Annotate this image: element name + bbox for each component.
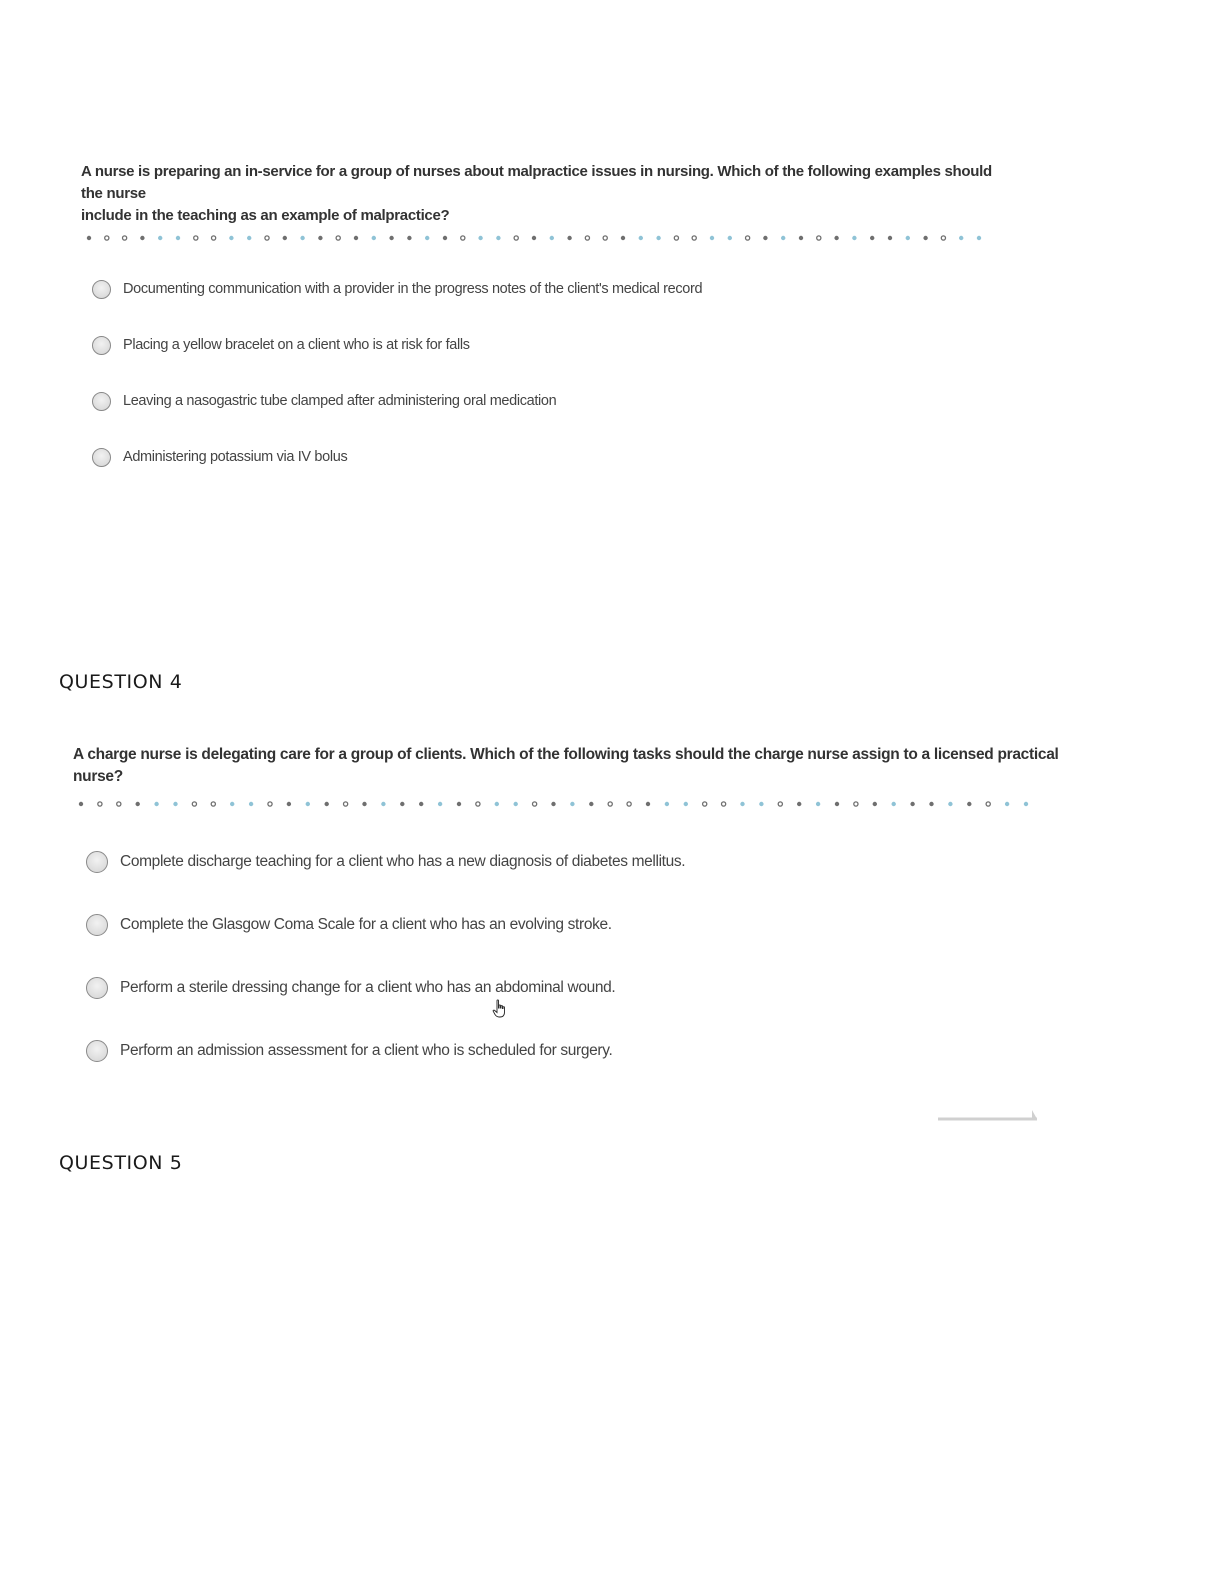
divider-dot xyxy=(684,802,688,806)
divider-dot xyxy=(154,802,158,806)
divider-dot xyxy=(799,236,803,240)
divider-dot xyxy=(443,236,447,240)
divider-dot xyxy=(781,236,785,240)
divider-dot xyxy=(585,236,589,240)
option-label: Leaving a nasogastric tube clamped after administering oral medication xyxy=(123,393,557,409)
divider-dot xyxy=(478,236,482,240)
divider-dot xyxy=(532,236,536,240)
divider-dot xyxy=(140,236,144,240)
divider-dot xyxy=(977,236,981,240)
divider-dot xyxy=(888,236,892,240)
divider-dot xyxy=(797,802,801,806)
question-5-heading: QUESTION 5 xyxy=(59,1152,183,1174)
question-4-heading: QUESTION 4 xyxy=(59,671,183,693)
divider-dot xyxy=(603,236,607,240)
divider-dot xyxy=(306,802,310,806)
divider-dot xyxy=(389,236,393,240)
divider-dot xyxy=(249,802,253,806)
divider-dot xyxy=(722,802,726,806)
divider-dot xyxy=(710,236,714,240)
divider-dot xyxy=(105,236,109,240)
divider-dot xyxy=(325,802,329,806)
divider-dot xyxy=(533,802,537,806)
divider-dot xyxy=(834,236,838,240)
option-label: Documenting communication with a provider in the progress notes of the client's medical record xyxy=(123,281,703,297)
divider-dot xyxy=(230,802,234,806)
divider-dot xyxy=(79,802,83,806)
option-label: Administering potassium via IV bolus xyxy=(123,449,348,465)
divider-dot xyxy=(550,236,554,240)
question-3-option-2[interactable] xyxy=(92,332,470,358)
divider-dot xyxy=(763,236,767,240)
question-4-option-1[interactable] xyxy=(86,849,685,875)
divider-dot xyxy=(98,802,102,806)
divider-dot xyxy=(646,802,650,806)
question-3-option-4[interactable] xyxy=(92,444,347,470)
divider-dot xyxy=(852,236,856,240)
divider-dot xyxy=(778,802,782,806)
divider-dot xyxy=(265,236,269,240)
divider-dot xyxy=(176,236,180,240)
divider-dot xyxy=(362,802,366,806)
divider-dot xyxy=(123,236,127,240)
question-3-prompt-line-2: include in the teaching as an example of malpractice? xyxy=(81,207,450,224)
question-3-option-3[interactable] xyxy=(92,388,556,414)
divider-dot xyxy=(551,802,555,806)
divider-dot xyxy=(746,236,750,240)
divider-dot xyxy=(817,236,821,240)
divider-dot xyxy=(268,802,272,806)
divider-dot xyxy=(287,802,291,806)
question-3-prompt-line-1: A nurse is preparing an in-service for a group of nurses about malpractice issues in nursing. Which of the following examples should the nurse xyxy=(81,163,992,202)
divider-dot xyxy=(514,236,518,240)
dotted-divider xyxy=(78,800,1042,808)
divider-dot xyxy=(318,236,322,240)
radio-button[interactable] xyxy=(92,280,111,299)
divider-dot xyxy=(892,802,896,806)
divider-dot xyxy=(194,236,198,240)
radio-button[interactable] xyxy=(86,851,108,873)
radio-button[interactable] xyxy=(92,392,111,411)
divider-dot xyxy=(1024,802,1028,806)
question-4-option-2[interactable] xyxy=(86,912,612,938)
divider-dot xyxy=(407,236,411,240)
divider-dot xyxy=(229,236,233,240)
divider-dot xyxy=(674,236,678,240)
divider-dot xyxy=(870,236,874,240)
divider-dot xyxy=(967,802,971,806)
divider-dot xyxy=(400,802,404,806)
divider-dot xyxy=(457,802,461,806)
divider-dot xyxy=(495,802,499,806)
divider-dot xyxy=(703,802,707,806)
option-label: Complete the Glasgow Coma Scale for a client who has an evolving stroke. xyxy=(120,916,612,933)
divider-dot xyxy=(461,236,465,240)
divider-dot xyxy=(639,236,643,240)
divider-dot xyxy=(986,802,990,806)
question-4-divider xyxy=(78,800,1042,808)
divider-dot xyxy=(247,236,251,240)
question-3-option-1[interactable] xyxy=(92,276,702,302)
option-label: Perform a sterile dressing change for a client who has an abdominal wound. xyxy=(120,979,616,996)
divider-dot xyxy=(173,802,177,806)
divider-dot xyxy=(906,236,910,240)
divider-dot xyxy=(816,802,820,806)
divider-dot xyxy=(211,802,215,806)
next-button-underline xyxy=(937,1107,1041,1128)
divider-dot xyxy=(476,802,480,806)
divider-dot xyxy=(425,236,429,240)
divider-dot xyxy=(354,236,358,240)
radio-button[interactable] xyxy=(86,977,108,999)
question-4-option-3[interactable] xyxy=(86,975,615,1001)
divider-dot xyxy=(608,802,612,806)
divider-dot xyxy=(692,236,696,240)
divider-dot xyxy=(336,236,340,240)
divider-dot xyxy=(959,236,963,240)
divider-dot xyxy=(910,802,914,806)
divider-dot xyxy=(656,236,660,240)
radio-button[interactable] xyxy=(92,336,111,355)
divider-dot xyxy=(344,802,348,806)
divider-dot xyxy=(665,802,669,806)
hand-pointer-icon xyxy=(492,999,508,1019)
divider-dot xyxy=(283,236,287,240)
divider-dot xyxy=(621,236,625,240)
divider-dot xyxy=(1005,802,1009,806)
divider-dot xyxy=(835,802,839,806)
radio-button[interactable] xyxy=(92,448,111,467)
divider-dot xyxy=(740,802,744,806)
divider-dot xyxy=(948,802,952,806)
divider-dot xyxy=(514,802,518,806)
divider-dot xyxy=(923,236,927,240)
divider-dot xyxy=(438,802,442,806)
divider-dot xyxy=(372,236,376,240)
divider-dot xyxy=(759,802,763,806)
divider-dot xyxy=(567,236,571,240)
divider-dot xyxy=(212,236,216,240)
question-3-prompt xyxy=(81,161,1001,227)
divider-dot xyxy=(941,236,945,240)
divider-dot xyxy=(381,802,385,806)
divider-dot xyxy=(300,236,304,240)
divider-dot xyxy=(570,802,574,806)
question-3-divider xyxy=(86,234,990,242)
divider-dot xyxy=(87,236,91,240)
question-4-prompt: A charge nurse is delegating care for a group of clients. Which of the following tasks should the charge nurse assign to a licensed practical nurse? xyxy=(73,746,1059,785)
dotted-divider xyxy=(86,234,990,242)
divider-dot xyxy=(728,236,732,240)
divider-dot xyxy=(158,236,162,240)
divider-dot xyxy=(873,802,877,806)
divider-dot xyxy=(117,802,121,806)
divider-dot xyxy=(419,802,423,806)
divider-dot xyxy=(627,802,631,806)
divider-dot xyxy=(496,236,500,240)
radio-button[interactable] xyxy=(86,1040,108,1062)
option-label: Placing a yellow bracelet on a client who is at risk for falls xyxy=(123,337,470,353)
option-label: Complete discharge teaching for a client who has a new diagnosis of diabetes mellitus. xyxy=(120,853,686,870)
radio-button[interactable] xyxy=(86,914,108,936)
divider-dot xyxy=(854,802,858,806)
question-4-option-4[interactable] xyxy=(86,1038,612,1064)
divider-dot xyxy=(929,802,933,806)
divider-dot xyxy=(589,802,593,806)
divider-dot xyxy=(136,802,140,806)
option-label: Perform an admission assessment for a client who is scheduled for surgery. xyxy=(120,1042,613,1059)
divider-dot xyxy=(192,802,196,806)
